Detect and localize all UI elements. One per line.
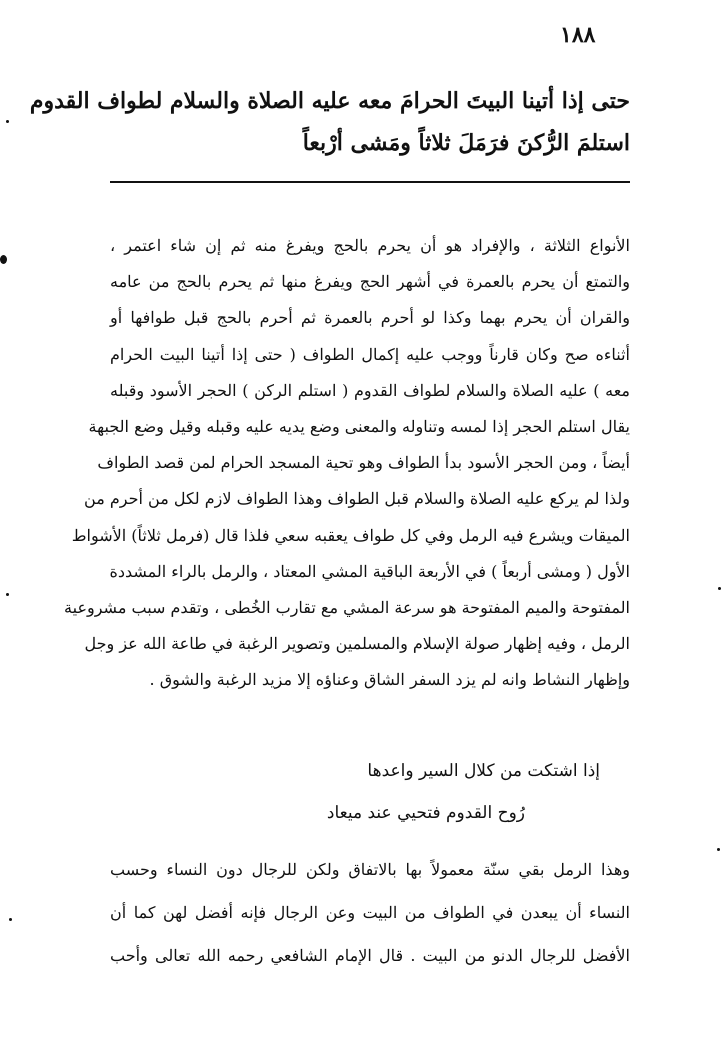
commentary-line: أثناءه صح وكان قارناً ووجب عليه إكمال الطواف ( حتى إذا أتينا البيت الحرام	[110, 344, 630, 364]
commentary-line: المفتوحة والميم المفتوحة هو سرعة المشي مع تقارب الخُطى ، وتقدم سبب مشروعية	[64, 597, 630, 617]
closing-line: الأفضل للرجال الدنو من البيت . قال الإمام الشافعي رحمه الله تعالى وأحب	[110, 946, 630, 965]
divider-rule	[110, 181, 630, 183]
poem-block	[110, 750, 630, 834]
commentary-line: وإظهار النشاط وانه لم يزد السفر الشاق وعناؤه إلا مزيد الرغبة والشوق .	[149, 670, 630, 690]
closing-line: وهذا الرمل بقي سنّة معمولاً بها بالاتفاق ولكن للرجال دون النساء وحسب	[110, 860, 630, 879]
scan-speck	[717, 848, 720, 851]
scan-speck	[6, 593, 9, 596]
page-number: ١٨٨	[560, 22, 596, 48]
verse-line: استلمَ الرُّكنَ فرَمَلَ ثلاثاً ومَشى أرْبعاً	[302, 130, 630, 156]
scan-speck	[718, 587, 721, 590]
scan-speck	[0, 255, 7, 264]
commentary-line: أيضاً ، ومن الحجر الأسود بدأ الطواف وهو تحية المسجد الحرام لمن قصد الطواف	[97, 453, 630, 473]
scan-speck	[9, 918, 12, 921]
verse-line: حتى إذا أتينا البيتَ الحرامَ معه عليه الصلاة والسلام لطواف القدوم	[29, 88, 630, 114]
commentary-line: والتمتع أن يحرم بالعمرة في أشهر الحج ويفرغ منها ثم يحرم بالحج من عامه	[110, 272, 630, 292]
poem-line: إذا اشتكت من كلال السير واعدها	[367, 761, 600, 781]
commentary-line: الميقات ويشرع فيه الرمل وفي كل طواف يعقبه سعي فلذا قال (فرمل ثلاثاً) الأشواط	[71, 525, 630, 545]
verse-block	[29, 80, 630, 164]
commentary-line: والقران أن يحرم بهما وكذا لو أحرم بالعمرة ثم أحرم بالحج قبل طوافها أو	[110, 308, 630, 328]
closing-text	[110, 848, 630, 977]
commentary-line: الأول ( ومشى أربعاً ) في الأربعة الباقية المشي المعتاد ، والرمل بالراء المشددة	[109, 561, 630, 581]
poem-line: رُوح القدوم فتحيي عند ميعاد	[326, 803, 525, 823]
commentary-line: الأنواع الثلاثة ، والإفراد هو أن يحرم بالحج ويفرغ منه ثم إن شاء اعتمر ،	[110, 236, 630, 255]
commentary-line: الرمل ، وفيه إظهار صولة الإسلام والمسلمين وتصوير الرغبة في طاعة الله عز وجل	[84, 634, 630, 654]
closing-line: النساء أن يبعدن في الطواف من البيت وعن الرجال فإنه أفضل لهن كما أن	[110, 903, 630, 922]
commentary-line: معه ) عليه الصلاة والسلام لطواف القدوم ( استلم الركن ) الحجر الأسود وقبله	[110, 380, 631, 400]
scan-speck	[6, 120, 9, 123]
commentary-text	[64, 228, 631, 698]
commentary-line: ولذا لم يركع عليه الصلاة والسلام قبل الطواف وهذا الطواف لازم لكل من أحرم من	[84, 489, 630, 509]
commentary-line: يقال استلم الحجر إذا لمسه وتناوله والمعنى وضع يديه عليه وقبله وقيل وضع الجبهة	[88, 416, 630, 436]
